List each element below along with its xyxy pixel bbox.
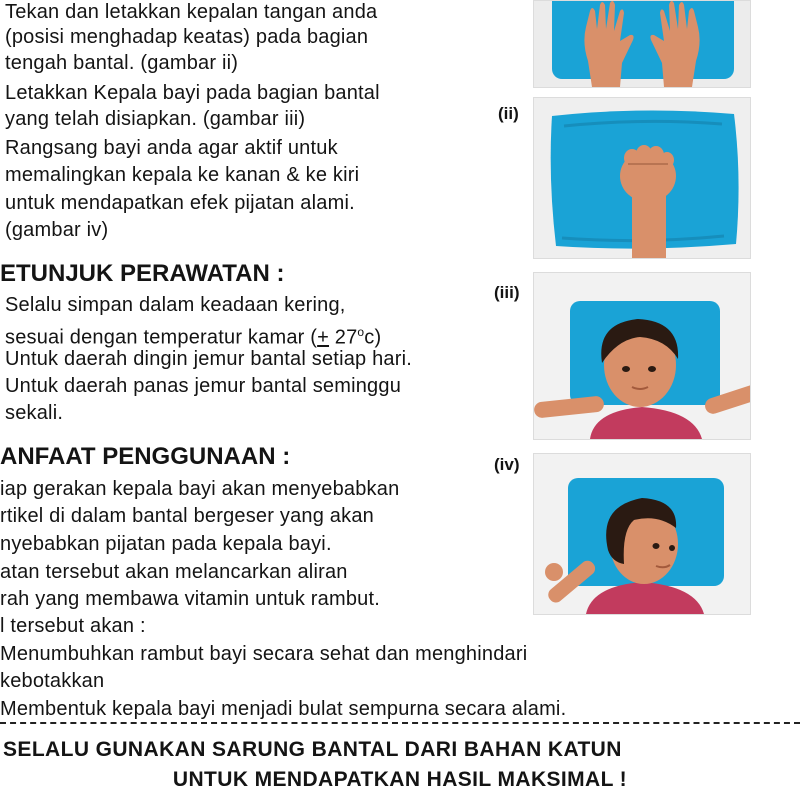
care-line-temperature [5,320,381,350]
step-line: tengah bantal. (gambar ii) [5,52,239,74]
dashed-divider [0,722,800,724]
photo-baby-on-pillow-front [533,272,751,440]
care-line: Untuk daerah dingin jemur bantal setiap hari. [5,348,413,370]
benefit-line: Membentuk kepala bayi menjadi bulat sempurna secara alami. [0,698,567,720]
benefit-line: rtikel di dalam bantal bergeser yang akan [0,505,374,527]
photo-fist-on-pillow [533,97,751,259]
benefit-line: iap gerakan kepala bayi akan menyebabkan [0,478,400,500]
footer-line-1: SELALU GUNAKAN SARUNG BANTAL DARI BAHAN KATUN [3,738,622,761]
figure-label-iii: (iii) [494,283,520,302]
step-line: Rangsang bayi anda agar aktif untuk [5,137,338,159]
care-heading: ETUNJUK PERAWATAN : [0,260,285,287]
photo-hands-on-pillow [533,0,751,88]
benefits-heading: ANFAAT PENGGUNAAN : [0,443,291,470]
figure-label-iv: (iv) [494,455,520,474]
plus-minus-symbol: + [317,326,330,349]
degree-symbol: o [357,325,365,339]
photo-baby-on-pillow-turned [533,453,751,615]
step-line: Letakkan Kepala bayi pada bagian bantal [5,82,380,104]
temperature-unit: c) [364,326,382,349]
benefit-line: l tersebut akan : [0,615,146,637]
benefit-line: rah yang membawa vitamin untuk rambut. [0,588,380,610]
benefit-line: nyebabkan pijatan pada kepala bayi. [0,533,332,555]
benefit-line: kebotakkan [0,670,105,692]
care-line-text: sesuai dengan temperatur kamar ( [5,326,318,349]
benefit-line: atan tersebut akan melancarkan aliran [0,561,348,583]
step-line: yang telah disiapkan. (gambar iii) [5,108,306,130]
step-line: (gambar iv) [5,219,109,241]
figure-label-ii: (ii) [498,104,519,123]
footer-line-2: UNTUK MENDAPATKAN HASIL MAKSIMAL ! [172,768,628,791]
step-line: memalingkan kepala ke kanan & ke kiri [5,164,360,186]
step-line: (posisi menghadap keatas) pada bagian [5,26,369,48]
care-line: sekali. [5,402,64,424]
step-line: Tekan dan letakkan kepalan tangan anda [5,1,378,23]
care-line: Selalu simpan dalam keadaan kering, [5,294,346,316]
temperature-value: 27 [329,326,358,349]
benefit-line: Menumbuhkan rambut bayi secara sehat dan menghindari [0,643,528,665]
care-line: Untuk daerah panas jemur bantal seminggu [5,375,402,397]
step-line: untuk mendapatkan efek pijatan alami. [5,192,355,214]
